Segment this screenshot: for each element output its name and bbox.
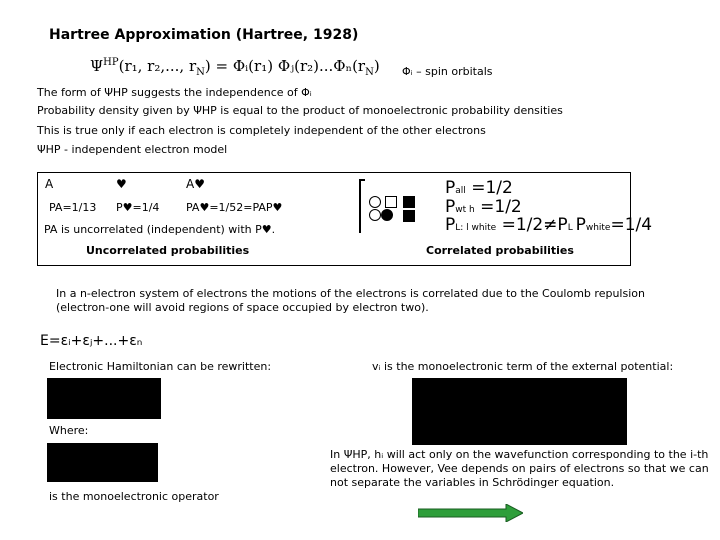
- where-label: Where:: [49, 424, 89, 437]
- p-lw-sub2: L: [567, 223, 576, 233]
- probability-all: [445, 178, 513, 198]
- hamiltonian-text: Electronic Hamiltonian can be rewritten:: [49, 360, 272, 373]
- separation-paragraph: In ΨHP, hᵢ will act only on the wavefunction corresponding to the i-th electron. However, Vee depends on pairs of electrons so that we can not separate the variables in Schrödinger equation.: [330, 448, 709, 489]
- ace-column-header: A: [45, 177, 54, 191]
- page-title: Hartree Approximation (Hartree, 1928): [49, 27, 359, 43]
- probability-white: [445, 197, 522, 217]
- p-lw-val: =1/2≠P: [501, 215, 568, 235]
- open-circle-shape: [369, 209, 381, 221]
- ace-heart-column-header: A♥: [186, 177, 205, 191]
- text-line-2: Probability density given by ΨHP is equal to the product of monoelectronic probability densities: [37, 104, 563, 117]
- equation-end: ): [373, 57, 380, 75]
- equation-args-sub: N: [196, 67, 205, 78]
- p-wt-val: =1/2: [480, 197, 522, 217]
- psi-symbol: Ψ: [90, 57, 104, 75]
- p-lw-val2: =1/4: [610, 215, 653, 235]
- p-all-main: P: [445, 178, 456, 198]
- next-arrow-icon[interactable]: [418, 504, 523, 522]
- arrow-shape: [418, 504, 523, 522]
- spin-orbitals-label: Φᵢ – spin orbitals: [402, 65, 493, 78]
- p-wt-main: P: [445, 197, 456, 217]
- correlated-label: Correlated probabilities: [426, 244, 574, 257]
- p-wt-sub: wt h: [455, 205, 475, 215]
- open-square-shape: [385, 196, 397, 208]
- filled-circle-shape: [381, 209, 393, 221]
- probability-ace: PA=1/13: [49, 201, 97, 214]
- heart-column-header: ♥: [116, 177, 127, 191]
- text-line-4: ΨHP - independent electron model: [37, 143, 228, 156]
- text-line-3: This is true only if each electron is completely independent of the other electrons: [37, 124, 486, 137]
- probability-ace-heart: PA♥=1/52=PAP♥: [186, 201, 283, 214]
- hartree-product-equation: [90, 57, 380, 78]
- p-all-val: =1/2: [471, 178, 513, 198]
- uncorrelated-note: PA is uncorrelated (independent) with P♥.: [44, 223, 276, 236]
- open-circle-shape: [369, 196, 381, 208]
- hamiltonian-equation-image: [47, 378, 161, 419]
- p-all-sub: all: [455, 186, 466, 196]
- equation-args: (r₁, r₂,..., r: [118, 57, 197, 75]
- psi-superscript: HP: [103, 57, 119, 68]
- filled-square-shape: [403, 196, 415, 208]
- correlation-paragraph: In a n-electron system of electrons the motions of the electrons is correlated due to the Coulomb repulsion (electron-one will avoid regions of space occupied by electron two).: [56, 287, 645, 314]
- uncorrelated-label: Uncorrelated probabilities: [86, 244, 250, 257]
- p-lw-sub: L: l white: [455, 223, 497, 233]
- monoelectronic-operator-text: is the monoelectronic operator: [49, 490, 219, 503]
- probability-heart: P♥=1/4: [116, 201, 160, 214]
- text-line-1: The form of ΨHP suggests the independence of Φᵢ: [37, 86, 312, 99]
- shapes-bracket: [359, 179, 365, 233]
- external-potential-text: vᵢ is the monoelectronic term of the external potential:: [372, 360, 674, 373]
- p-lw-end: P: [575, 215, 586, 235]
- energy-equation: E=εᵢ+εⱼ+...+εₙ: [40, 333, 143, 349]
- filled-square-shape: [403, 210, 415, 222]
- external-potential-equation-image: [412, 378, 627, 445]
- equation-rhs-sub: N: [365, 67, 374, 78]
- probability-l-white: [445, 215, 652, 235]
- p-lw-main: P: [445, 215, 456, 235]
- monoelectronic-operator-image: [47, 443, 158, 482]
- p-lw-sub3: white: [585, 223, 611, 233]
- equation-rhs: ) = Φᵢ(r₁) Φⱼ(r₂)...Φₙ(r: [204, 57, 366, 75]
